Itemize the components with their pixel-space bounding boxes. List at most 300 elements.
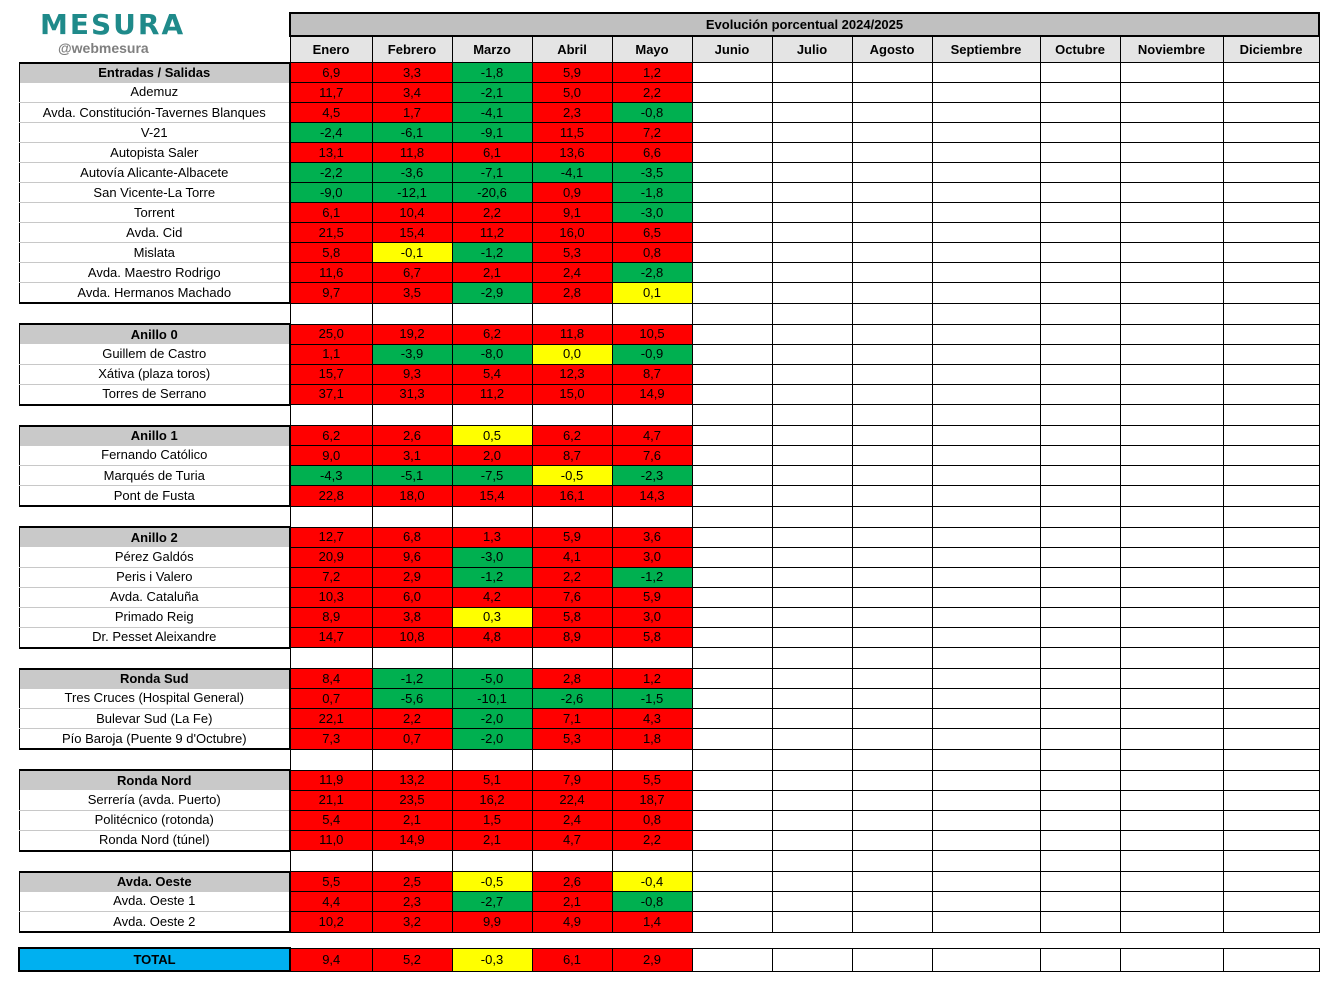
empty-cell [772,183,852,203]
section-row [19,770,1319,790]
value-cell: 1,7 [372,103,452,123]
value-cell: 2,2 [532,567,612,587]
empty-cell [1223,948,1319,971]
empty-cell [772,83,852,103]
table-row [19,466,1319,486]
spacer-row [19,303,1319,324]
value-cell: -2,9 [452,283,532,304]
value-cell: 25,0 [290,324,372,344]
empty-cell [772,486,852,507]
value-cell: 4,7 [612,426,692,446]
value-cell: 3,2 [372,912,452,933]
empty-cell [692,103,772,123]
month-header: Abril [532,36,612,63]
empty-cell [772,627,852,648]
row-label: Avda. Oeste 2 [19,912,290,933]
spacer-cell [532,648,612,669]
empty-cell [692,446,772,466]
month-header: Julio [772,36,852,63]
value-cell: 6,6 [612,143,692,163]
empty-cell [772,770,852,790]
empty-cell [772,143,852,163]
row-label: Ronda Nord (túnel) [19,830,290,851]
empty-cell [772,912,852,933]
row-label: Autovía Alicante-Albacete [19,163,290,183]
section-label: Anillo 1 [19,426,290,446]
empty-cell [932,344,1040,364]
empty-cell [772,103,852,123]
empty-cell [1120,872,1223,892]
spacer-cell [290,405,372,426]
value-cell: 15,0 [532,384,612,405]
value-cell: -2,2 [290,163,372,183]
value-cell: 0,7 [290,689,372,709]
spacer-cell [532,749,612,770]
empty-cell [692,344,772,364]
empty-cell [932,123,1040,143]
month-header: Enero [290,36,372,63]
value-cell: 11,8 [532,324,612,344]
spacer-cell [452,506,532,527]
value-cell: 2,0 [452,446,532,466]
value-cell: -0,1 [372,243,452,263]
spacer-cell [1040,506,1120,527]
empty-cell [1040,709,1120,729]
value-cell: -0,8 [612,103,692,123]
empty-cell [932,446,1040,466]
value-cell: 2,1 [452,830,532,851]
empty-cell [692,527,772,547]
empty-cell [1223,83,1319,103]
value-cell: 16,1 [532,486,612,507]
value-cell: -1,2 [372,669,452,689]
empty-cell [852,486,932,507]
value-cell: 1,5 [452,810,532,830]
value-cell: -2,6 [532,689,612,709]
spacer-cell [452,303,532,324]
empty-cell [1120,627,1223,648]
value-cell: 0,7 [372,729,452,750]
month-header: Marzo [452,36,532,63]
empty-cell [1120,103,1223,123]
empty-cell [932,830,1040,851]
section-label: Entradas / Salidas [19,63,290,83]
spacer-label [19,932,290,948]
empty-cell [772,426,852,446]
value-cell: 4,9 [532,912,612,933]
value-cell: -5,0 [452,669,532,689]
empty-cell [692,892,772,912]
row-label: Guillem de Castro [19,344,290,364]
empty-cell [772,948,852,971]
spacer-cell [1040,932,1120,948]
spacer-row [19,405,1319,426]
value-cell: 6,5 [612,223,692,243]
empty-cell [772,446,852,466]
empty-cell [692,466,772,486]
empty-cell [1223,567,1319,587]
spacer-cell [1120,303,1223,324]
value-cell: 9,0 [290,446,372,466]
spacer-cell [692,506,772,527]
empty-cell [852,243,932,263]
total-row [19,948,1319,971]
empty-cell [852,63,932,83]
value-cell: 18,7 [612,790,692,810]
empty-cell [1223,790,1319,810]
spacer-cell [372,749,452,770]
value-cell: -0,4 [612,872,692,892]
empty-cell [1120,324,1223,344]
month-header: Agosto [852,36,932,63]
value-cell: -9,0 [290,183,372,203]
empty-cell [1040,163,1120,183]
table-row [19,689,1319,709]
table-row [19,384,1319,405]
empty-cell [932,892,1040,912]
spacer-cell [1223,851,1319,872]
value-cell: 6,1 [532,948,612,971]
spacer-cell [290,851,372,872]
empty-cell [692,729,772,750]
spacer-cell [372,648,452,669]
spacer-cell [932,648,1040,669]
empty-cell [692,770,772,790]
row-label: Serrería (avda. Puerto) [19,790,290,810]
table-row [19,283,1319,304]
value-cell: 7,6 [532,587,612,607]
empty-cell [1120,830,1223,851]
empty-cell [932,103,1040,123]
empty-cell [1040,426,1120,446]
empty-cell [772,123,852,143]
spacer-cell [1223,749,1319,770]
empty-cell [1120,364,1223,384]
empty-cell [1040,283,1120,304]
empty-cell [772,567,852,587]
empty-cell [1223,770,1319,790]
table-row [19,263,1319,283]
empty-cell [932,183,1040,203]
value-cell: 11,7 [290,83,372,103]
empty-cell [932,384,1040,405]
value-cell: 14,9 [612,384,692,405]
value-cell: 10,8 [372,627,452,648]
logo-spacer [19,13,290,36]
empty-cell [852,364,932,384]
empty-cell [692,283,772,304]
empty-cell [932,223,1040,243]
empty-cell [692,63,772,83]
spacer-cell [372,506,452,527]
section-label: Anillo 0 [19,324,290,344]
empty-cell [692,830,772,851]
empty-cell [932,669,1040,689]
empty-cell [852,203,932,223]
value-cell: 7,2 [612,123,692,143]
empty-cell [932,527,1040,547]
spacer-cell [1120,749,1223,770]
empty-cell [852,912,932,933]
spacer-cell [852,405,932,426]
value-cell: 11,8 [372,143,452,163]
value-cell: -1,2 [612,567,692,587]
empty-cell [772,689,852,709]
value-cell: 9,7 [290,283,372,304]
spacer-cell [852,851,932,872]
empty-cell [692,912,772,933]
empty-cell [692,426,772,446]
value-cell: 5,3 [532,729,612,750]
row-label: Avda. Cid [19,223,290,243]
empty-cell [1040,364,1120,384]
spacer-cell [612,932,692,948]
total-label: TOTAL [19,948,290,971]
section-row [19,426,1319,446]
spacer-cell [612,851,692,872]
value-cell: 22,1 [290,709,372,729]
empty-cell [1040,486,1120,507]
empty-cell [932,770,1040,790]
value-cell: 3,5 [372,283,452,304]
empty-cell [1120,344,1223,364]
value-cell: 11,2 [452,223,532,243]
value-cell: 5,5 [612,770,692,790]
month-header: Noviembre [1120,36,1223,63]
empty-cell [772,607,852,627]
empty-cell [772,163,852,183]
empty-cell [1040,344,1120,364]
empty-cell [1120,446,1223,466]
spacer-cell [372,932,452,948]
empty-cell [1120,466,1223,486]
empty-cell [1040,790,1120,810]
value-cell: 13,1 [290,143,372,163]
empty-cell [932,627,1040,648]
spacer-cell [290,749,372,770]
spacer-cell [1120,405,1223,426]
empty-cell [1040,243,1120,263]
empty-cell [772,223,852,243]
empty-cell [852,790,932,810]
empty-cell [692,203,772,223]
empty-cell [1223,364,1319,384]
value-cell: 23,5 [372,790,452,810]
empty-cell [1223,587,1319,607]
row-label: Bulevar Sud (La Fe) [19,709,290,729]
empty-cell [852,627,932,648]
value-cell: -5,1 [372,466,452,486]
value-cell: 6,0 [372,587,452,607]
empty-cell [1120,729,1223,750]
spacer-cell [1223,405,1319,426]
spacer-cell [932,851,1040,872]
empty-cell [1223,123,1319,143]
row-label: Pont de Fusta [19,486,290,507]
spacer-cell [932,506,1040,527]
value-cell: 2,8 [532,283,612,304]
value-cell: 2,4 [532,810,612,830]
value-cell: 6,1 [290,203,372,223]
value-cell: 11,9 [290,770,372,790]
value-cell: 22,8 [290,486,372,507]
empty-cell [1120,123,1223,143]
empty-cell [1120,263,1223,283]
value-cell: -0,5 [532,466,612,486]
value-cell: -12,1 [372,183,452,203]
table-row [19,547,1319,567]
empty-cell [852,527,932,547]
spacer-cell [692,303,772,324]
spacer-cell [932,405,1040,426]
spacer-cell [452,405,532,426]
empty-cell [1223,203,1319,223]
empty-cell [852,143,932,163]
empty-cell [932,426,1040,446]
empty-cell [1120,527,1223,547]
spacer-cell [290,648,372,669]
empty-cell [692,83,772,103]
table-row [19,123,1319,143]
spacer-cell [372,303,452,324]
empty-cell [932,912,1040,933]
value-cell: 21,5 [290,223,372,243]
empty-cell [852,729,932,750]
value-cell: 9,6 [372,547,452,567]
value-cell: 10,5 [612,324,692,344]
empty-cell [1040,547,1120,567]
spacer-row [19,749,1319,770]
empty-cell [692,123,772,143]
table-row [19,103,1319,123]
empty-cell [692,669,772,689]
spacer-cell [692,405,772,426]
spacer-label [19,648,290,669]
value-cell: 4,7 [532,830,612,851]
table-row [19,163,1319,183]
empty-cell [1040,729,1120,750]
spacer-cell [772,648,852,669]
spacer-cell [290,506,372,527]
empty-cell [692,567,772,587]
spacer-label [19,506,290,527]
value-cell: 2,3 [372,892,452,912]
spacer-cell [852,932,932,948]
empty-cell [1223,143,1319,163]
empty-cell [1120,892,1223,912]
value-cell: 7,1 [532,709,612,729]
value-cell: 11,2 [452,384,532,405]
empty-cell [1223,283,1319,304]
spacer-cell [532,932,612,948]
value-cell: 0,9 [532,183,612,203]
spacer-label [19,851,290,872]
value-cell: 21,1 [290,790,372,810]
empty-cell [852,547,932,567]
value-cell: -3,0 [452,547,532,567]
value-cell: 4,1 [532,547,612,567]
empty-cell [1120,243,1223,263]
value-cell: 5,4 [452,364,532,384]
empty-cell [692,263,772,283]
value-cell: 2,9 [372,567,452,587]
empty-cell [932,607,1040,627]
value-cell: 7,3 [290,729,372,750]
empty-cell [692,143,772,163]
value-cell: -2,4 [290,123,372,143]
empty-cell [1223,810,1319,830]
table-row [19,587,1319,607]
empty-cell [852,163,932,183]
empty-cell [932,709,1040,729]
section-label: Ronda Sud [19,669,290,689]
empty-cell [1120,810,1223,830]
empty-cell [772,729,852,750]
table-row [19,729,1319,750]
spacer-label [19,405,290,426]
spacer-cell [1223,303,1319,324]
empty-cell [1120,203,1223,223]
value-cell: 5,1 [452,770,532,790]
empty-cell [1040,123,1120,143]
empty-cell [1040,203,1120,223]
spacer-label [19,749,290,770]
value-cell: 0,8 [612,243,692,263]
empty-cell [692,948,772,971]
empty-cell [932,163,1040,183]
value-cell: 20,9 [290,547,372,567]
spacer-cell [1223,932,1319,948]
value-cell: 9,3 [372,364,452,384]
empty-cell [1040,466,1120,486]
value-cell: 2,1 [372,810,452,830]
value-cell: 22,4 [532,790,612,810]
value-cell: -3,5 [612,163,692,183]
value-cell: 14,3 [612,486,692,507]
spacer-cell [852,506,932,527]
empty-cell [932,587,1040,607]
section-label: Avda. Oeste [19,872,290,892]
empty-cell [852,709,932,729]
empty-cell [1040,607,1120,627]
value-cell: 4,4 [290,892,372,912]
empty-cell [1120,770,1223,790]
empty-cell [1120,223,1223,243]
table-row [19,810,1319,830]
table-row [19,830,1319,851]
empty-cell [1040,587,1120,607]
row-label: Ademuz [19,83,290,103]
value-cell: 0,8 [612,810,692,830]
empty-cell [852,466,932,486]
value-cell: 3,8 [372,607,452,627]
empty-cell [932,263,1040,283]
value-cell: 7,9 [532,770,612,790]
value-cell: 5,5 [290,872,372,892]
empty-cell [1040,810,1120,830]
row-label: Avda. Hermanos Machado [19,283,290,304]
empty-cell [772,669,852,689]
value-cell: 2,1 [452,263,532,283]
empty-cell [932,83,1040,103]
spacer-cell [1120,932,1223,948]
empty-cell [932,243,1040,263]
value-cell: 5,9 [532,63,612,83]
spacer-cell [290,303,372,324]
value-cell: 0,3 [452,607,532,627]
empty-cell [932,364,1040,384]
value-cell: 3,1 [372,446,452,466]
